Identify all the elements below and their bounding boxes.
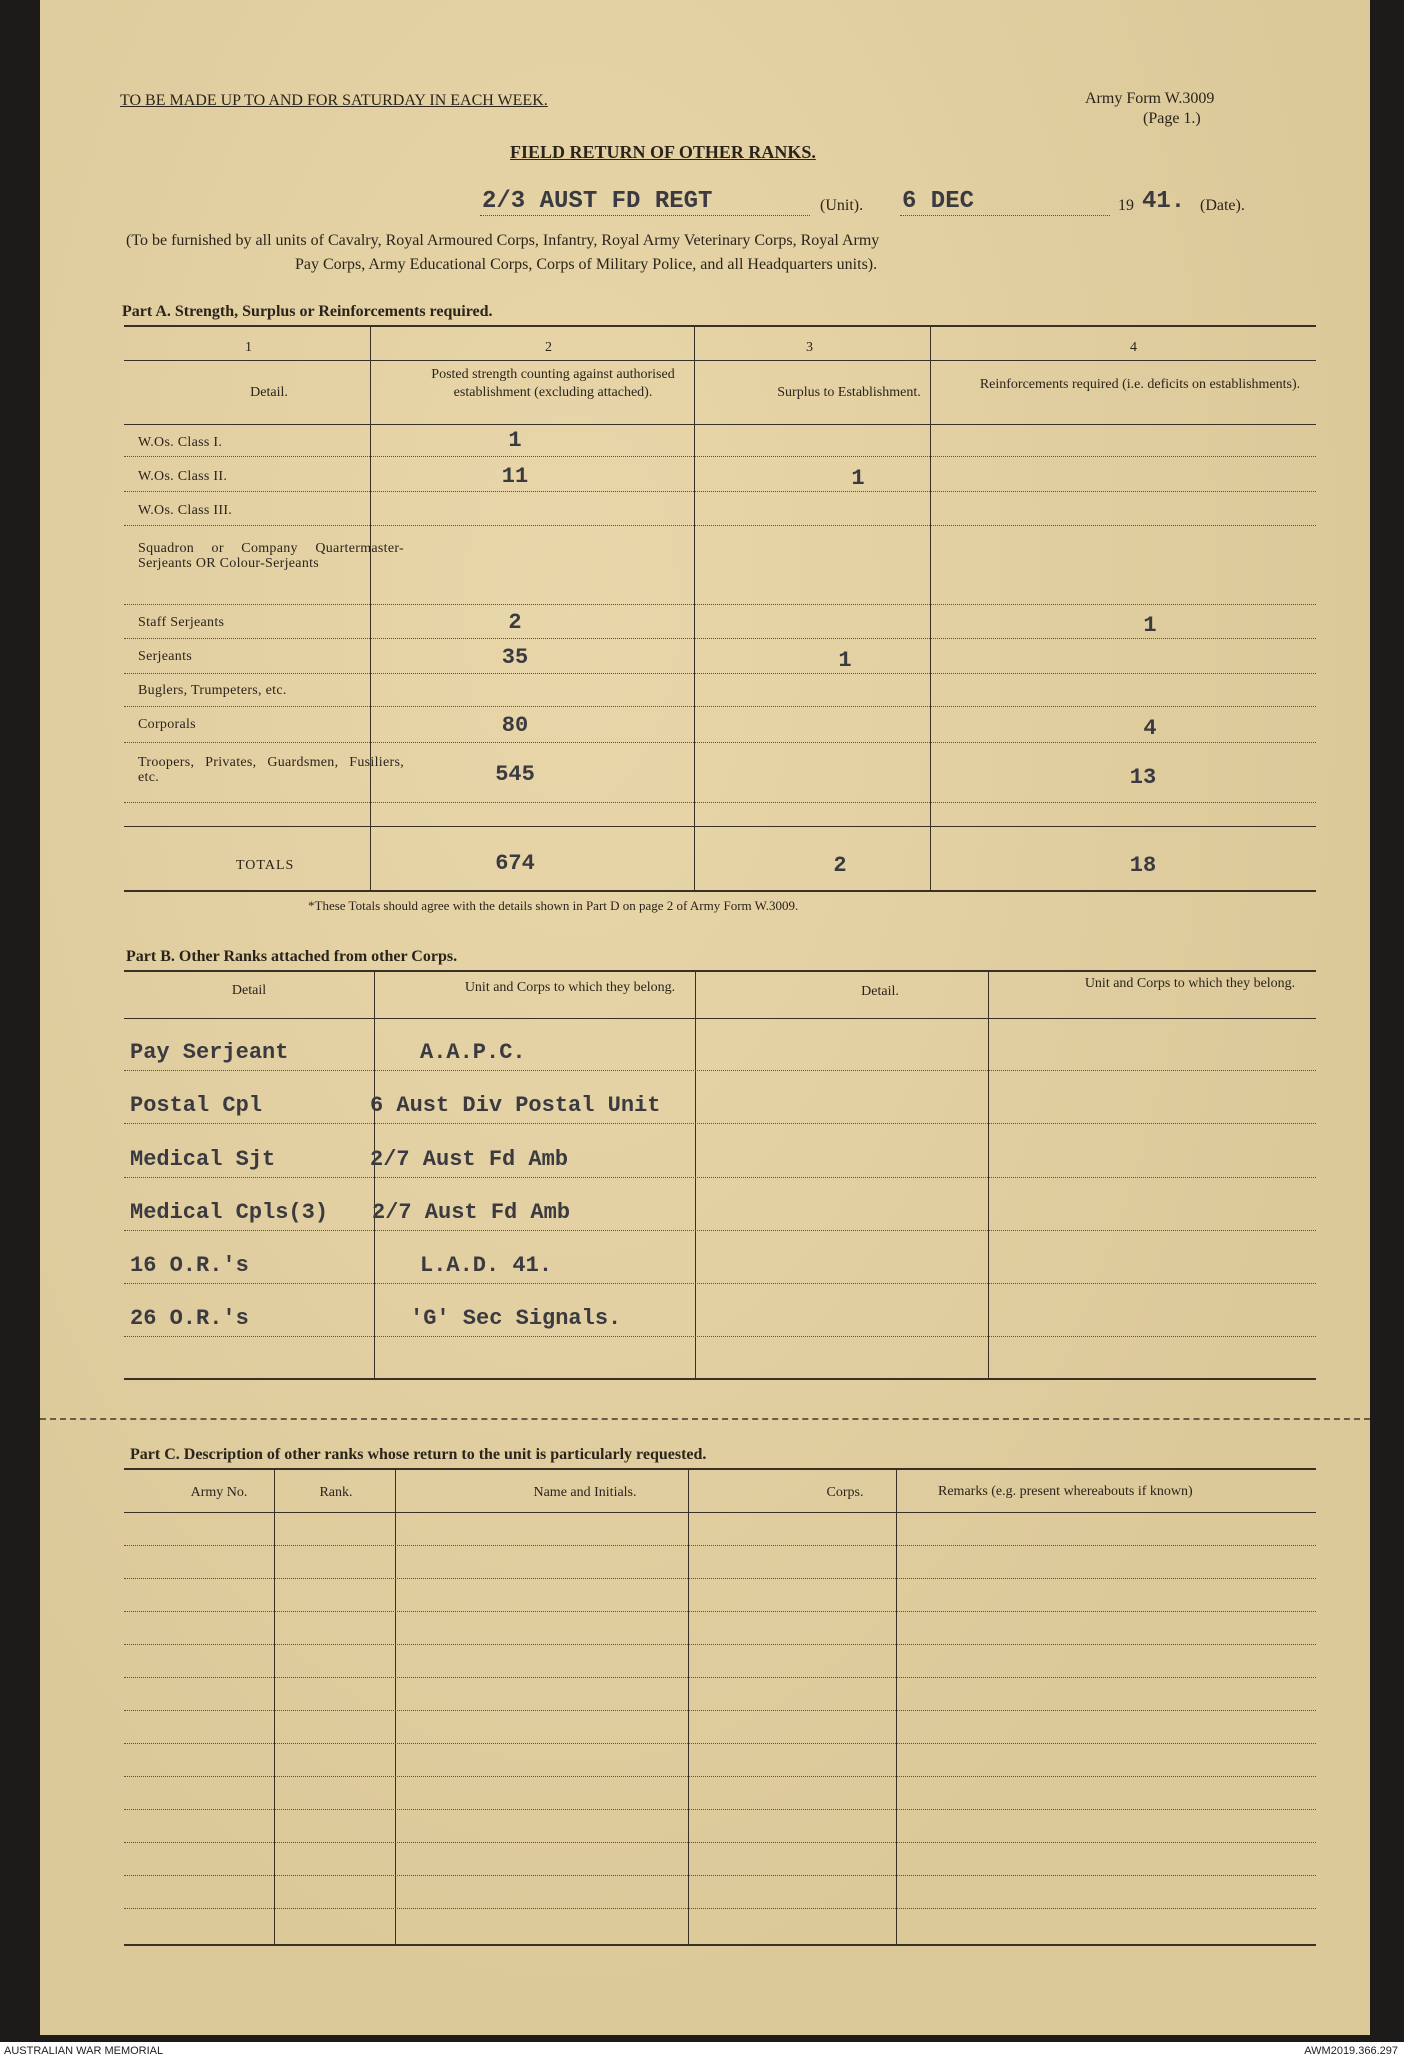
part-a-col-divider-1 (370, 325, 371, 890)
part-b-header-detail-2: Detail. (861, 984, 899, 999)
part-b-header-detail: Detail (231, 983, 267, 998)
row-divider (124, 1743, 1316, 1744)
instruction-text: TO BE MADE UP TO AND FOR SATURDAY IN EACH WEEK. (120, 92, 548, 109)
furnish-note-line-2: Pay Corps, Army Educational Corps, Corps of Military Police, and all Headquarters units). (295, 256, 878, 273)
part-b-col-divider-2 (695, 970, 696, 1378)
part-a-row-reinforcements: 13 (1129, 765, 1157, 790)
row-divider (124, 604, 1316, 605)
row-divider (124, 1710, 1316, 1711)
part-b-col-divider-1 (374, 970, 375, 1378)
part-c-header-corps: Corps. (826, 1485, 864, 1500)
date-dotted-line (900, 215, 1110, 216)
row-divider (124, 1070, 1316, 1071)
part-c-header-rank: Rank. (319, 1485, 353, 1500)
part-c-col-divider-1 (274, 1468, 275, 1944)
part-b-row-unit: A.A.P.C. (420, 1040, 526, 1065)
part-a-header-posted: Posted strength counting against authorised establishment (excluding attached). (431, 367, 675, 400)
part-b-header-unit-2: Unit and Corps to which they belong. (1084, 976, 1296, 991)
row-divider (124, 1875, 1316, 1876)
part-a-heading: Part A. Strength, Surplus or Reinforcements required. (122, 303, 493, 320)
row-divider (124, 1611, 1316, 1612)
archive-reference: AWM2019.366.297 (1304, 2045, 1398, 2057)
row-divider (124, 706, 1316, 707)
part-b-top-rule (124, 970, 1316, 972)
part-a-header-rule (124, 424, 1316, 425)
row-divider (124, 491, 1316, 492)
row-divider (124, 1809, 1316, 1810)
part-a-row-posted: 2 (508, 610, 522, 635)
part-c-heading: Part C. Description of other ranks whose return to the unit is particularly requested. (130, 1446, 707, 1463)
tear-line (40, 1418, 1370, 1420)
part-b-bottom-rule (124, 1378, 1316, 1380)
part-a-footnote: *These Totals should agree with the details shown in Part D on page 2 of Army Form W.3009. (308, 898, 799, 913)
part-c-header-rule (124, 1512, 1316, 1513)
date-value: 6 DEC (902, 188, 975, 215)
part-c-header-army-no: Army No. (190, 1485, 248, 1500)
part-c-header-remarks: Remarks (e.g. present whereabouts if known) (938, 1484, 1193, 1499)
row-divider (124, 1578, 1316, 1579)
part-a-number-rule (124, 360, 1316, 361)
row-divider (124, 1776, 1316, 1777)
part-a-bottom-rule (124, 890, 1316, 892)
part-b-row-unit: 2/7 Aust Fd Amb (372, 1200, 571, 1225)
row-divider (124, 1283, 1316, 1284)
part-a-col-number-2: 2 (545, 340, 552, 355)
part-b-row-unit: 6 Aust Div Postal Unit (370, 1093, 661, 1118)
row-divider (124, 1336, 1316, 1337)
part-a-header-reinforcements: Reinforcements required (i.e. deficits on establishments). (979, 377, 1301, 392)
row-divider (124, 1908, 1316, 1909)
part-b-row-unit: 2/7 Aust Fd Amb (370, 1147, 569, 1172)
part-b-heading: Part B. Other Ranks attached from other Corps. (126, 948, 458, 965)
part-a-row-label: W.Os. Class I. (138, 435, 223, 450)
row-divider (124, 1123, 1316, 1124)
row-divider (124, 1545, 1316, 1546)
unit-value: 2/3 AUST FD REGT (482, 188, 713, 215)
part-b-header-unit: Unit and Corps to which they belong. (464, 980, 676, 995)
form-number: Army Form W.3009 (1085, 90, 1215, 107)
part-a-row-label: Troopers, Privates, Guardsmen, Fusiliers, etc. (138, 755, 404, 785)
totals-surplus: 2 (833, 853, 847, 878)
year-prefix: 19 (1118, 197, 1134, 214)
totals-top-rule (124, 826, 1316, 827)
part-c-col-divider-3 (688, 1468, 689, 1944)
part-b-row-detail: Postal Cpl (130, 1093, 263, 1118)
part-a-row-posted: 545 (495, 762, 535, 787)
part-b-row-detail: 26 O.R.'s (130, 1306, 249, 1331)
row-divider (124, 1230, 1316, 1231)
archive-footer (0, 2042, 1404, 2061)
row-divider (124, 1644, 1316, 1645)
part-a-col-number-4: 4 (1130, 340, 1137, 355)
part-a-header-surplus: Surplus to Establishment. (777, 385, 921, 400)
part-a-row-label: Corporals (138, 717, 196, 732)
part-a-row-label: Squadron or Company Quartermaster-Serjeants OR Colour-Serjeants (138, 541, 404, 571)
row-divider (124, 673, 1316, 674)
part-a-row-label: Buglers, Trumpeters, etc. (138, 683, 287, 698)
part-c-top-rule (124, 1468, 1316, 1470)
part-a-row-posted: 11 (501, 464, 529, 489)
part-c-header-name: Name and Initials. (533, 1485, 637, 1500)
part-a-row-label: Staff Serjeants (138, 615, 225, 630)
unit-dotted-line (480, 215, 810, 216)
part-a-row-surplus: 1 (851, 466, 865, 491)
part-a-row-posted: 1 (508, 428, 522, 453)
totals-posted: 674 (495, 851, 535, 876)
part-c-col-divider-4 (896, 1468, 897, 1944)
part-a-row-label: Serjeants (138, 649, 193, 664)
form-title: FIELD RETURN OF OTHER RANKS. (510, 142, 816, 162)
part-a-col-divider-2 (694, 325, 695, 890)
part-b-header-rule (124, 1018, 1316, 1019)
part-b-col-divider-3 (988, 970, 989, 1378)
part-a-row-posted: 80 (501, 713, 529, 738)
part-a-col-divider-3 (930, 325, 931, 890)
part-c-bottom-rule (124, 1944, 1316, 1946)
row-divider (124, 802, 1316, 803)
unit-label: (Unit). (820, 197, 864, 214)
part-a-row-label: W.Os. Class III. (138, 503, 233, 518)
part-a-row-label: W.Os. Class II. (138, 469, 228, 484)
totals-reinforcements: 18 (1129, 853, 1157, 878)
part-b-row-detail: Medical Cpls(3) (130, 1200, 329, 1225)
part-b-row-detail: Medical Sjt (130, 1147, 276, 1172)
part-b-row-unit: L.A.D. 41. (420, 1253, 553, 1278)
furnish-note-line-1: (To be furnished by all units of Cavalry, Royal Armoured Corps, Infantry, Royal Army Veterinary Corps, Royal Army (126, 232, 880, 249)
page-number: (Page 1.) (1143, 110, 1201, 127)
row-divider (124, 1677, 1316, 1678)
year-value: 41. (1142, 188, 1186, 215)
part-a-row-reinforcements: 1 (1143, 613, 1157, 638)
row-divider (124, 525, 1316, 526)
date-label: (Date). (1200, 197, 1245, 214)
part-b-row-detail: Pay Serjeant (130, 1040, 289, 1065)
row-divider (124, 1842, 1316, 1843)
part-a-top-rule (124, 325, 1316, 327)
part-a-row-surplus: 1 (838, 648, 852, 673)
part-b-row-unit: 'G' Sec Signals. (410, 1306, 622, 1331)
part-a-header-detail: Detail. (250, 385, 288, 400)
row-divider (124, 742, 1316, 743)
row-divider (124, 456, 1316, 457)
row-divider (124, 1177, 1316, 1178)
part-a-col-number-1: 1 (245, 340, 252, 355)
part-a-row-posted: 35 (501, 645, 529, 670)
row-divider (124, 638, 1316, 639)
part-b-row-detail: 16 O.R.'s (130, 1253, 249, 1278)
part-a-row-reinforcements: 4 (1143, 716, 1157, 741)
totals-label: TOTALS (236, 858, 295, 873)
part-a-col-number-3: 3 (806, 340, 813, 355)
form-page (40, 0, 1370, 2035)
part-c-col-divider-2 (395, 1468, 396, 1944)
archive-name: AUSTRALIAN WAR MEMORIAL (4, 2045, 164, 2057)
